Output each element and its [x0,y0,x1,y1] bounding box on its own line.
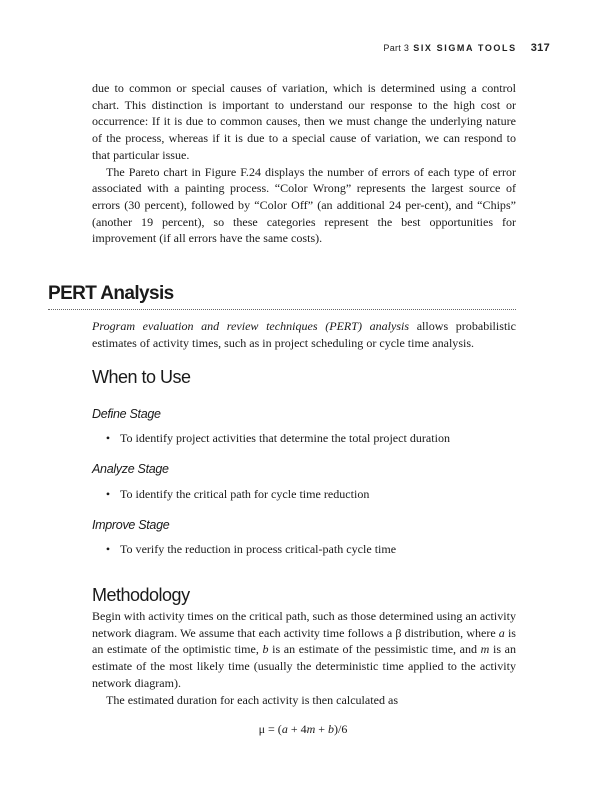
when-to-use-heading: When to Use [92,367,191,387]
intro-paragraph-2: The Pareto chart in Figure F.24 displays the number of errors of each type of error associated with a painting process. “Color Wrong” represents the largest source of errors (30 percent), followed by “Color Off” (an additional 24 per-cent), and “Chips” (another 19 percent), so these categories represent the best opportunities for improvement (if all errors have the same costs). [92,164,516,246]
formula-lhs: μ = ( [258,722,282,736]
methodology-p1-b: is an estimate of the optimistic time, [92,625,516,657]
formula-a: a [281,722,288,736]
methodology-paragraph-2: The estimated duration for each activity is then calculated as [106,692,399,707]
stage-analyze-heading: Analyze Stage [92,462,169,476]
stage-analyze-text: To identify the critical path for cycle time reduction [120,487,370,501]
formula-m: m [306,722,316,736]
bullet-marker: • [105,431,111,445]
bullet-marker: • [105,542,111,556]
page-number: 317 [530,42,550,54]
stage-define-bullet [104,430,516,446]
formula-plus-2: + [315,722,329,736]
stage-improve-text: To verify the reduction in process critical-path cycle time [120,542,397,556]
running-head [383,42,550,54]
methodology-p1-c: is an estimate of the pessimistic time, and [268,642,481,657]
definition-paragraph [92,318,516,351]
bullet-marker: • [105,487,111,501]
var-b: b [262,642,269,657]
section-title: PERT Analysis [48,283,516,310]
methodology-paragraph-1 [92,608,516,692]
intro-text [92,80,516,247]
stage-analyze-bullet [104,486,516,502]
methodology-p1-d: is an estimate of the most likely time (usually the deterministic time applied to the activity network diagram). [92,642,516,690]
var-m: m [480,642,490,657]
var-a: a [498,625,505,640]
definition-rest: allows probabilistic estimates of activity times, such as in project scheduling or cycle time analysis. [92,319,516,350]
formula-rhs: )/6 [334,722,348,736]
duration-formula [0,722,606,737]
definition [92,318,516,351]
methodology-text [92,608,516,708]
stage-improve-heading: Improve Stage [92,518,170,532]
stage-define-heading: Define Stage [92,407,161,421]
stage-improve-bullet [104,541,516,557]
intro-paragraph-1: due to common or special causes of variation, which is determined using a control chart. This distinction is important to understand our response to the high cost or occurrence: If it is due to common causes, then we must change the underlying nature of the process, whereas if it is due to a special cause of variation, we can respond to that particular issue. [92,81,516,162]
part-label: Part 3 [383,43,410,53]
definition-term: Program evaluation and review techniques (PERT) analysis [92,319,410,333]
methodology-p1-a: Begin with activity times on the critical path, such as those determined using an activity network diagram. We assume that each activity time follows a β distribution, where [92,609,516,640]
methodology-heading: Methodology [92,585,190,605]
formula-plus-1: + 4 [287,722,307,736]
part-title: SIX SIGMA TOOLS [413,43,517,53]
formula-b: b [328,722,335,736]
stage-define-text: To identify project activities that determine the total project duration [120,431,451,445]
